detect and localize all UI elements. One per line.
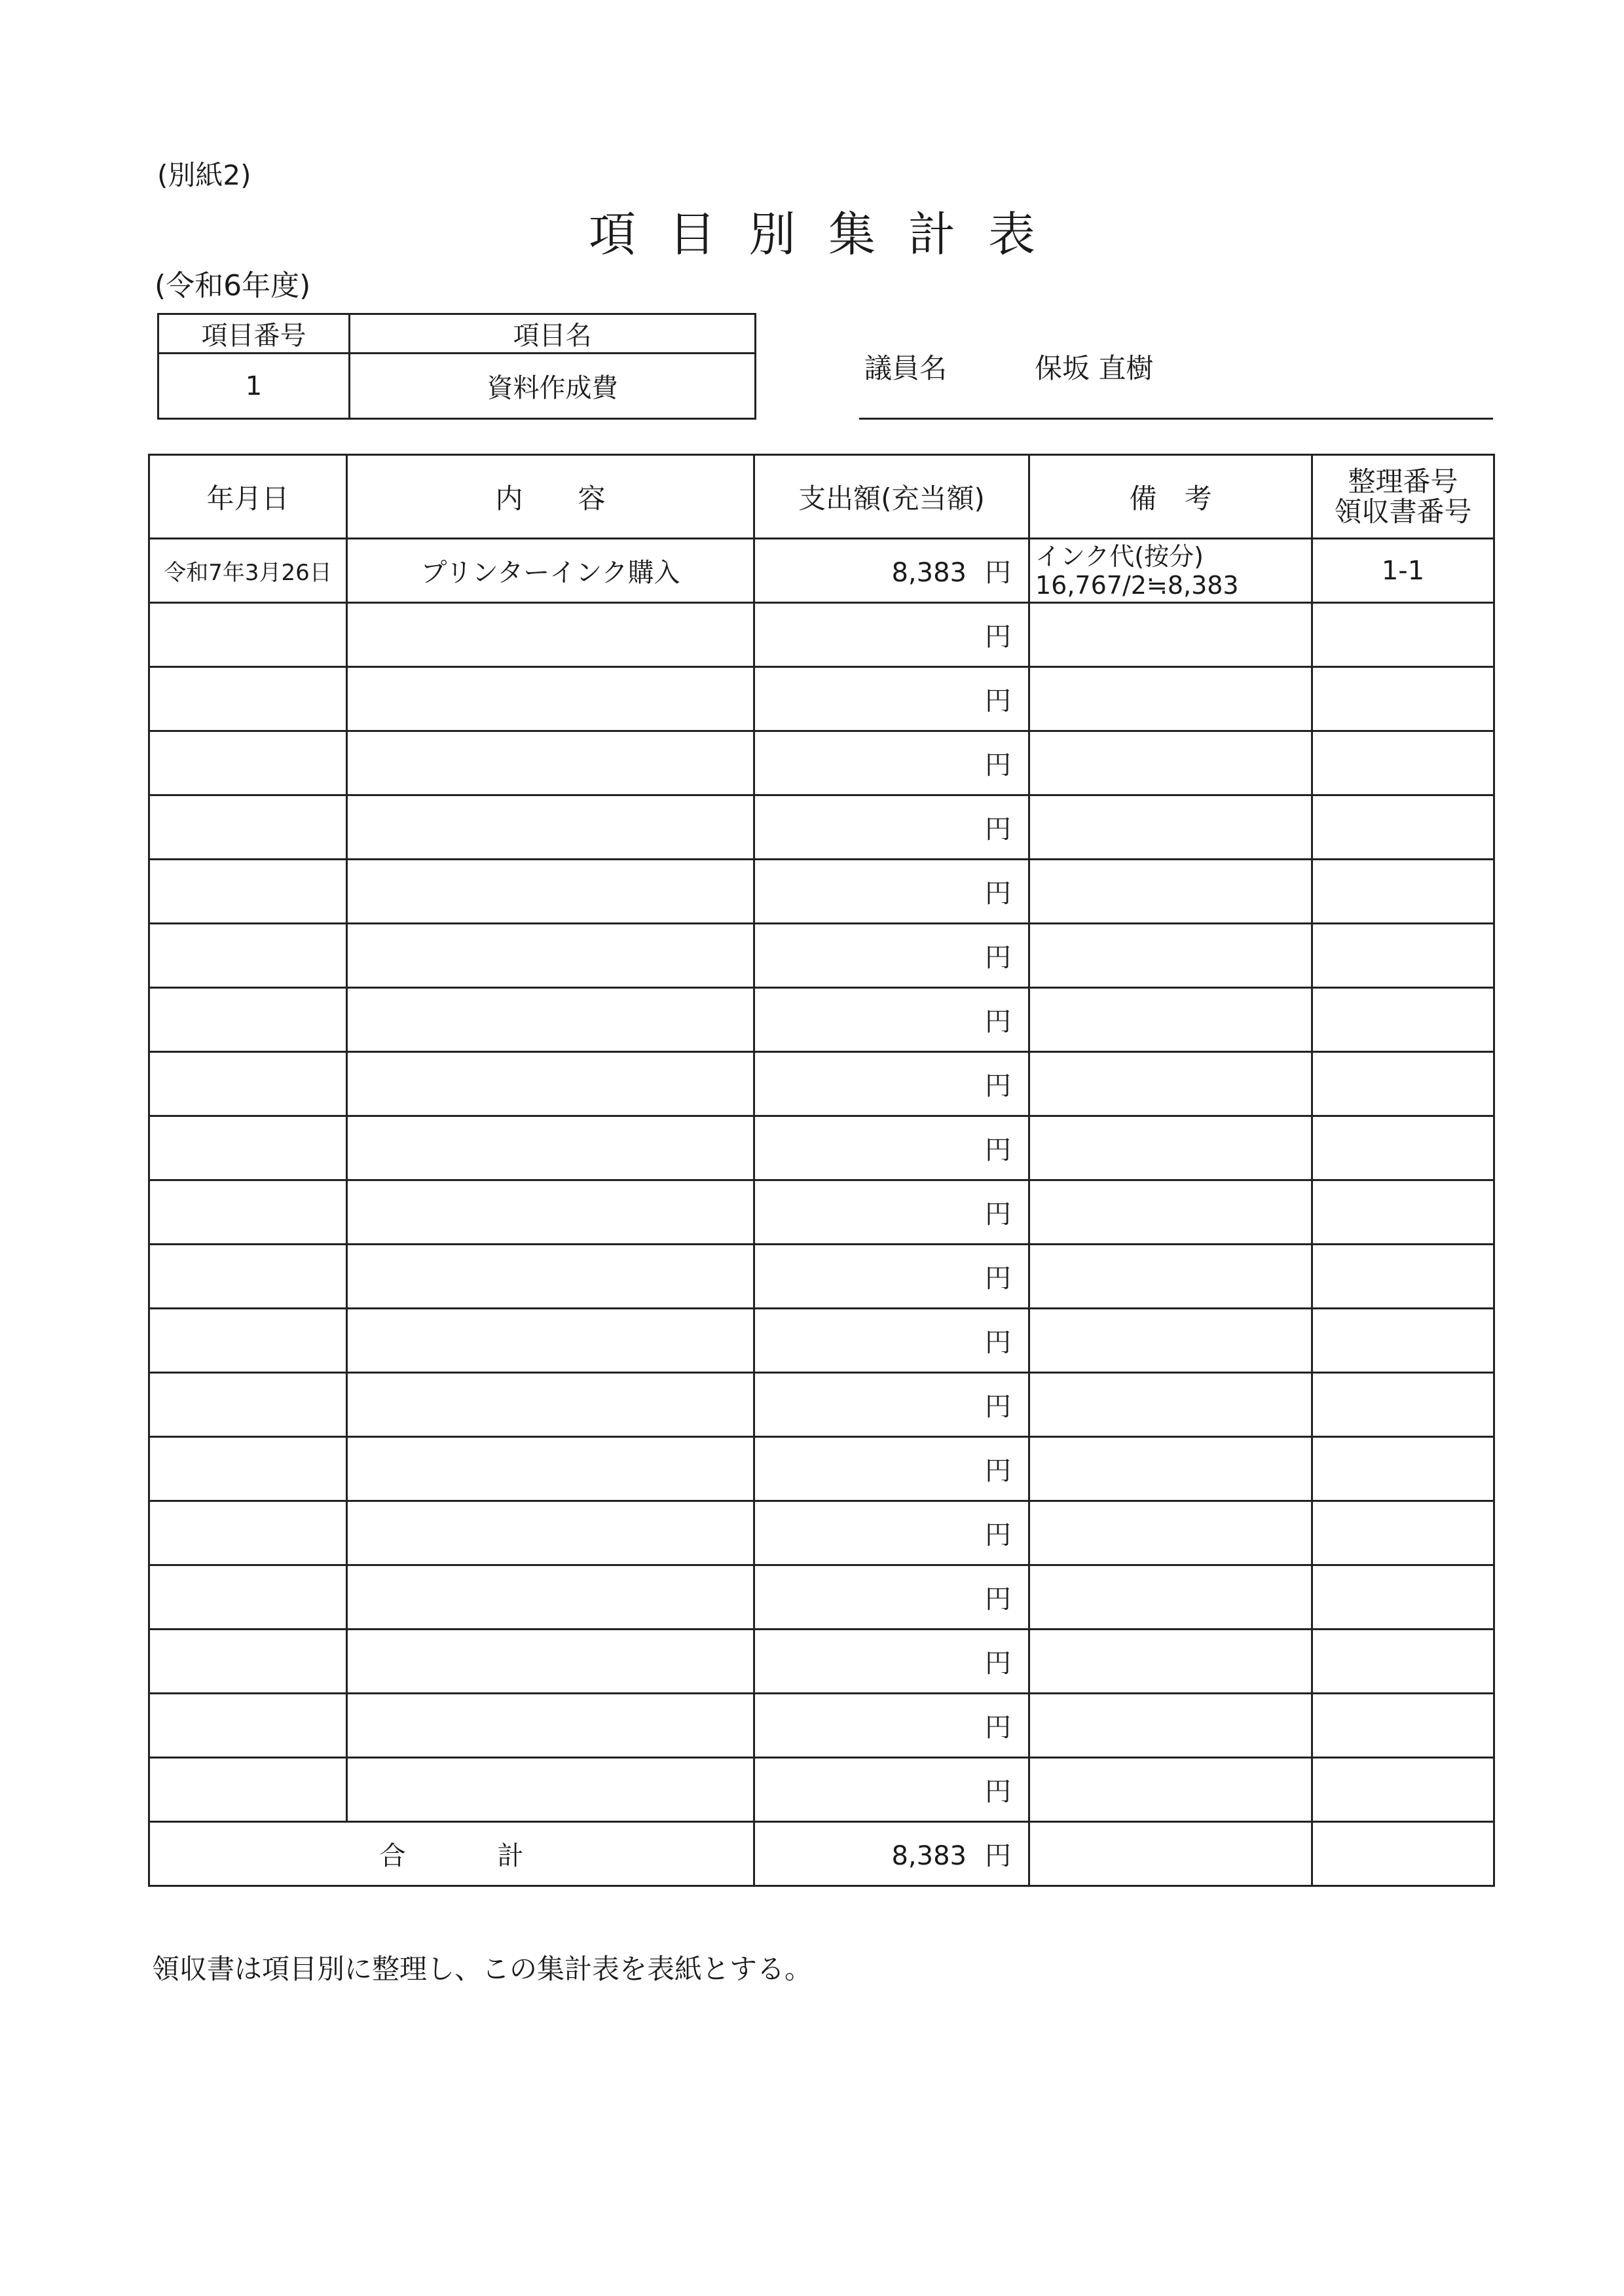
table-row-empty	[149, 1373, 1494, 1437]
receipt-number-cell	[1312, 1052, 1494, 1116]
amount-value: 8,383	[891, 1841, 967, 1871]
table-row-empty	[149, 1630, 1494, 1694]
content-cell	[347, 1437, 754, 1501]
receipt-number-cell	[1312, 1309, 1494, 1373]
table-row-empty	[149, 1758, 1494, 1822]
receipt-number-cell	[1312, 1630, 1494, 1694]
receipt-number-cell	[1312, 1180, 1494, 1245]
amount-cell	[754, 860, 1029, 924]
item-table	[157, 313, 756, 420]
currency-unit: 円	[985, 1392, 1011, 1422]
content-cell	[347, 1758, 754, 1822]
amount-cell	[754, 1116, 1029, 1180]
currency-unit: 円	[985, 686, 1011, 716]
currency-unit: 円	[985, 1456, 1011, 1486]
receipt-number-cell	[1312, 1245, 1494, 1309]
currency-unit: 円	[985, 1264, 1011, 1294]
amount-cell	[754, 1694, 1029, 1758]
item-number: 1	[158, 354, 350, 419]
total-label: 合計	[149, 1822, 754, 1886]
table-row-empty	[149, 924, 1494, 988]
header-number-line2: 領収書番号	[1334, 495, 1472, 528]
receipt-number-cell	[1312, 1116, 1494, 1180]
amount-cell	[754, 1052, 1029, 1116]
receipt-number-cell	[1312, 1437, 1494, 1501]
expense-table	[148, 454, 1495, 1887]
member-name: 保坂 直樹	[1035, 352, 1154, 384]
note-cell	[1029, 1565, 1312, 1630]
table-row-empty	[149, 1437, 1494, 1501]
note-line: インク代(按分)	[1035, 541, 1204, 571]
note-cell	[1029, 1116, 1312, 1180]
date-cell	[149, 731, 347, 795]
currency-unit: 円	[985, 879, 1011, 909]
content-cell	[347, 860, 754, 924]
note-cell	[1029, 731, 1312, 795]
amount-cell	[754, 924, 1029, 988]
receipt-number-cell	[1312, 924, 1494, 988]
header-content: 内 容	[347, 455, 754, 539]
date-cell	[149, 603, 347, 667]
fiscal-year: (令和6年度)	[155, 269, 311, 302]
currency-unit: 円	[985, 1328, 1011, 1358]
member-label: 議員名	[864, 352, 948, 384]
content-cell	[347, 988, 754, 1052]
table-row-empty	[149, 1116, 1494, 1180]
amount-cell	[754, 1501, 1029, 1565]
date-cell	[149, 924, 347, 988]
table-row-empty	[149, 860, 1494, 924]
note-cell	[1029, 1694, 1312, 1758]
item-name: 資料作成費	[350, 354, 756, 419]
date-cell	[149, 1180, 347, 1245]
amount-cell	[754, 795, 1029, 860]
currency-unit: 円	[985, 622, 1011, 652]
member-block	[864, 347, 1153, 386]
content-cell	[347, 603, 754, 667]
note-cell	[1029, 1501, 1312, 1565]
content-cell	[347, 924, 754, 988]
table-row-empty	[149, 1694, 1494, 1758]
receipt-number-cell	[1312, 731, 1494, 795]
currency-unit: 円	[985, 750, 1011, 780]
amount-cell	[754, 1437, 1029, 1501]
amount-cell	[754, 988, 1029, 1052]
receipt-number-cell	[1312, 1758, 1494, 1822]
table-header-row	[149, 455, 1494, 539]
content-cell	[347, 1630, 754, 1694]
content-cell	[347, 1501, 754, 1565]
date-cell	[149, 1373, 347, 1437]
table-row	[149, 539, 1494, 603]
note-cell	[1029, 1758, 1312, 1822]
amount-cell	[754, 603, 1029, 667]
receipt-number-cell	[1312, 603, 1494, 667]
currency-unit: 円	[985, 943, 1011, 973]
currency-unit: 円	[985, 1520, 1011, 1550]
table-row-empty	[149, 731, 1494, 795]
table-row-empty	[149, 1309, 1494, 1373]
content-cell	[347, 1245, 754, 1309]
table-row-empty	[149, 1501, 1494, 1565]
receipt-number-cell	[1312, 1501, 1494, 1565]
footnote: 領収書は項目別に整理し、この集計表を表紙とする。	[152, 1953, 813, 1985]
date-cell	[149, 1437, 347, 1501]
header-amount: 支出額(充当額)	[754, 455, 1029, 539]
amount-cell	[754, 731, 1029, 795]
note-cell	[1029, 924, 1312, 988]
note-cell	[1029, 1180, 1312, 1245]
table-row-empty	[149, 988, 1494, 1052]
content-cell	[347, 1309, 754, 1373]
receipt-number-cell	[1312, 860, 1494, 924]
date-cell	[149, 667, 347, 731]
item-number-header: 項目番号	[158, 314, 350, 354]
receipt-number-cell	[1312, 795, 1494, 860]
content-cell	[347, 795, 754, 860]
content-cell	[347, 1052, 754, 1116]
amount-cell	[754, 1758, 1029, 1822]
table-row-empty	[149, 1180, 1494, 1245]
receipt-number-cell	[1312, 667, 1494, 731]
note-line: 16,767/2≒8,383	[1035, 570, 1239, 600]
note-cell	[1029, 1630, 1312, 1694]
currency-unit: 円	[985, 1777, 1011, 1807]
date-cell	[149, 1501, 347, 1565]
note-cell	[1029, 1245, 1312, 1309]
currency-unit: 円	[985, 1841, 1011, 1871]
note-cell	[1029, 539, 1312, 603]
date-cell: 令和7年3月26日	[149, 539, 347, 603]
note-cell	[1029, 603, 1312, 667]
amount-value: 8,383	[891, 558, 967, 588]
receipt-number-cell	[1312, 1373, 1494, 1437]
content-cell	[347, 1694, 754, 1758]
receipt-number-cell: 1-1	[1312, 539, 1494, 603]
date-cell	[149, 988, 347, 1052]
date-cell	[149, 1630, 347, 1694]
amount-cell	[754, 1309, 1029, 1373]
note-cell	[1029, 1052, 1312, 1116]
currency-unit: 円	[985, 1713, 1011, 1743]
member-underline	[859, 418, 1493, 420]
date-cell	[149, 860, 347, 924]
amount-cell	[754, 1180, 1029, 1245]
header-note: 備 考	[1029, 455, 1312, 539]
item-name-header: 項目名	[350, 314, 756, 354]
date-cell	[149, 1309, 347, 1373]
note-cell	[1029, 667, 1312, 731]
content-cell	[347, 1116, 754, 1180]
table-row-empty	[149, 1052, 1494, 1116]
amount-cell	[754, 1373, 1029, 1437]
date-cell	[149, 1116, 347, 1180]
content-cell	[347, 1565, 754, 1630]
currency-unit: 円	[985, 1007, 1011, 1037]
date-cell	[149, 1758, 347, 1822]
receipt-number-cell	[1312, 1565, 1494, 1630]
table-row-empty	[149, 1565, 1494, 1630]
page-title: 項目別集計表	[588, 207, 1068, 262]
content-cell	[347, 1373, 754, 1437]
currency-unit: 円	[985, 558, 1011, 588]
currency-unit: 円	[985, 1135, 1011, 1165]
total-row	[149, 1822, 1494, 1886]
amount-cell	[754, 1245, 1029, 1309]
date-cell	[149, 1694, 347, 1758]
currency-unit: 円	[985, 1649, 1011, 1679]
content-cell	[347, 1180, 754, 1245]
total-amount-cell	[754, 1822, 1029, 1886]
total-note-cell	[1029, 1822, 1312, 1886]
currency-unit: 円	[985, 814, 1011, 845]
date-cell	[149, 1565, 347, 1630]
note-cell	[1029, 1437, 1312, 1501]
header-number	[1312, 455, 1494, 539]
receipt-number-cell	[1312, 1694, 1494, 1758]
table-row-empty	[149, 795, 1494, 860]
amount-cell	[754, 539, 1029, 603]
note-cell	[1029, 795, 1312, 860]
total-number-cell	[1312, 1822, 1494, 1886]
amount-cell	[754, 1565, 1029, 1630]
date-cell	[149, 1052, 347, 1116]
table-row-empty	[149, 603, 1494, 667]
date-cell	[149, 1245, 347, 1309]
currency-unit: 円	[985, 1584, 1011, 1614]
date-cell	[149, 795, 347, 860]
table-row-empty	[149, 667, 1494, 731]
note-cell	[1029, 1373, 1312, 1437]
content-cell: プリンターインク購入	[347, 539, 754, 603]
amount-cell	[754, 1630, 1029, 1694]
header-number-line1: 整理番号	[1348, 465, 1458, 498]
amount-cell	[754, 667, 1029, 731]
currency-unit: 円	[985, 1199, 1011, 1230]
note-cell	[1029, 1309, 1312, 1373]
note-cell	[1029, 988, 1312, 1052]
content-cell	[347, 667, 754, 731]
currency-unit: 円	[985, 1071, 1011, 1101]
attachment-label: (別紙2)	[157, 159, 251, 191]
header-date: 年月日	[149, 455, 347, 539]
content-cell	[347, 731, 754, 795]
table-row-empty	[149, 1245, 1494, 1309]
note-cell	[1029, 860, 1312, 924]
receipt-number-cell	[1312, 988, 1494, 1052]
